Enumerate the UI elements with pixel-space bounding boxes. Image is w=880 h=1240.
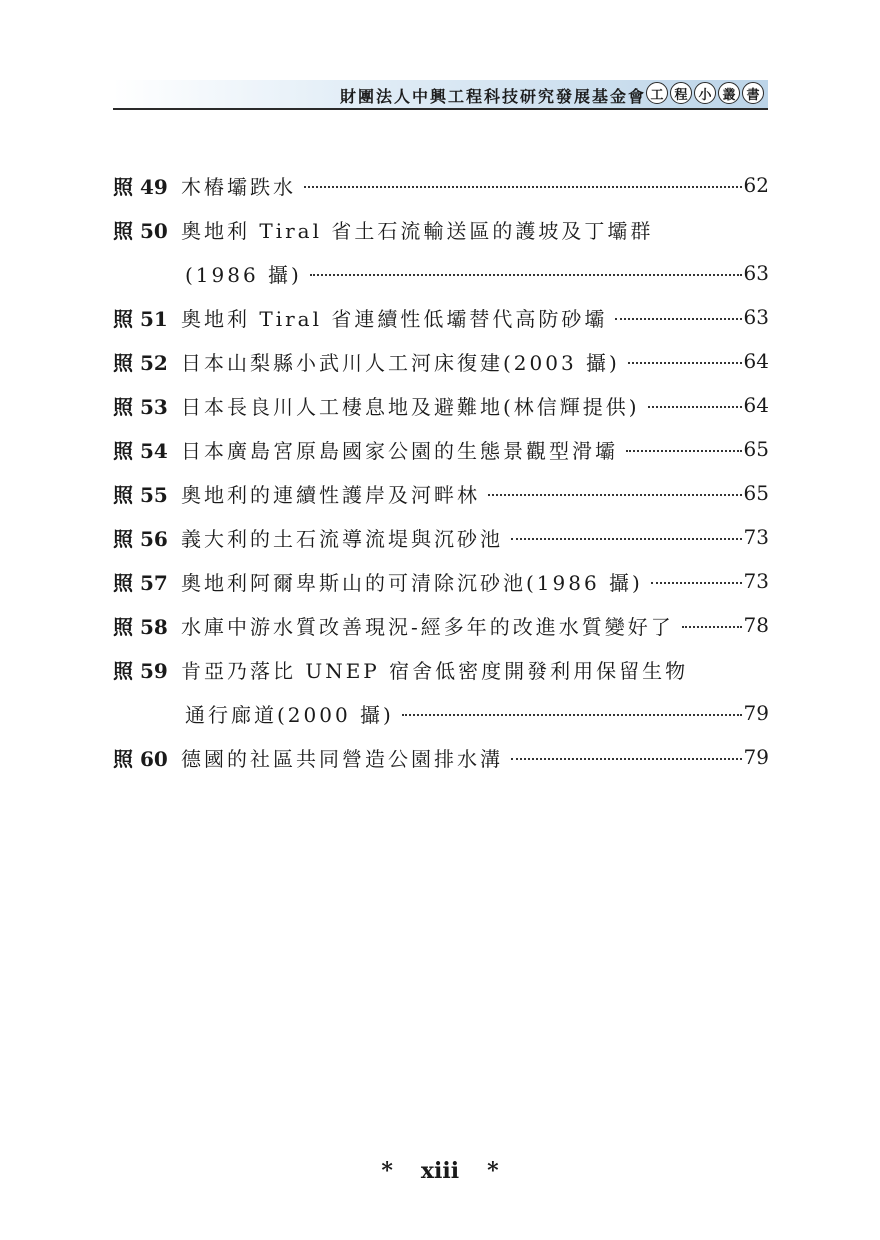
dot-leader (615, 318, 741, 320)
page-ref: 78 (743, 613, 769, 637)
photo-title: 水庫中游水質改善現況-經多年的改進水質變好了 (181, 614, 674, 639)
photo-number: 照 53 (113, 394, 168, 419)
series-badges (646, 82, 764, 104)
page-ref: 65 (743, 437, 769, 461)
photo-title: 德國的社區共同營造公園排水溝 (181, 746, 503, 771)
photo-number: 照 52 (113, 350, 168, 375)
dot-leader (511, 538, 742, 540)
photo-number: 照 49 (113, 174, 168, 199)
photo-title: 日本廣島宮原島國家公園的生態景觀型滑壩 (181, 438, 618, 463)
page-ref: 73 (743, 569, 769, 593)
photo-list (113, 163, 769, 779)
toc-entry (113, 251, 769, 295)
series-badge: 工 (646, 82, 668, 104)
page-ref: 79 (743, 745, 769, 769)
page-footer (0, 1158, 880, 1184)
photo-number: 照 54 (113, 438, 168, 463)
footer-star: * (487, 1158, 499, 1184)
page-number: xiii (420, 1158, 460, 1184)
toc-entry (113, 691, 769, 735)
page-ref: 79 (743, 701, 769, 725)
photo-title: 奧地利 Tiral 省土石流輸送區的護坡及丁壩群 (181, 218, 654, 243)
photo-number: 照 56 (113, 526, 168, 551)
toc-entry (113, 383, 769, 427)
page-ref: 73 (743, 525, 769, 549)
photo-number: 照 51 (113, 306, 168, 331)
photo-number: 照 60 (113, 746, 168, 771)
toc-entry (113, 427, 769, 471)
page-ref: 64 (743, 393, 769, 417)
page-ref: 64 (743, 349, 769, 373)
series-badge: 書 (742, 82, 764, 104)
toc-entry (113, 603, 769, 647)
toc-entry (113, 515, 769, 559)
photo-title: 日本山梨縣小武川人工河床復建(2003 攝) (181, 350, 620, 375)
page-ref: 62 (743, 173, 769, 197)
photo-title: 通行廊道(2000 攝) (185, 702, 394, 727)
dot-leader (304, 186, 742, 188)
toc-entry (113, 647, 769, 691)
footer-star: * (381, 1158, 393, 1184)
photo-title: 日本長良川人工棲息地及避難地(林信輝提供) (181, 394, 640, 419)
photo-number: 照 57 (113, 570, 168, 595)
dot-leader (626, 450, 742, 452)
dot-leader (651, 582, 742, 584)
photo-number: 照 59 (113, 658, 168, 683)
photo-title: 肯亞乃落比 UNEP 宿舍低密度開發利用保留生物 (181, 658, 689, 683)
toc-entry (113, 207, 769, 251)
toc-entry (113, 339, 769, 383)
dot-leader (488, 494, 742, 496)
photo-title: 義大利的土石流導流堤與沉砂池 (181, 526, 503, 551)
toc-entry (113, 471, 769, 515)
photo-title: (1986 攝) (185, 262, 302, 287)
dot-leader (682, 626, 742, 628)
toc-entry (113, 295, 769, 339)
organization-name: 財團法人中興工程科技研究發展基金會 (339, 87, 646, 106)
dot-leader (648, 406, 742, 408)
photo-number: 照 55 (113, 482, 168, 507)
running-header (113, 80, 768, 110)
page-ref: 63 (743, 305, 769, 329)
toc-entry (113, 559, 769, 603)
dot-leader (310, 274, 742, 276)
page-ref: 65 (743, 481, 769, 505)
series-badge: 小 (694, 82, 716, 104)
dot-leader (511, 758, 742, 760)
toc-entry (113, 163, 769, 207)
photo-title: 奧地利的連續性護岸及河畔林 (181, 482, 480, 507)
series-badge: 叢 (718, 82, 740, 104)
toc-entry (113, 735, 769, 779)
photo-number: 照 58 (113, 614, 168, 639)
page-ref: 63 (743, 261, 769, 285)
photo-title: 木樁壩跌水 (181, 174, 296, 199)
dot-leader (628, 362, 742, 364)
photo-title: 奧地利 Tiral 省連續性低壩替代高防砂壩 (181, 306, 608, 331)
series-badge: 程 (670, 82, 692, 104)
photo-title: 奧地利阿爾卑斯山的可清除沉砂池(1986 攝) (181, 570, 643, 595)
photo-number: 照 50 (113, 218, 168, 243)
dot-leader (402, 714, 742, 716)
